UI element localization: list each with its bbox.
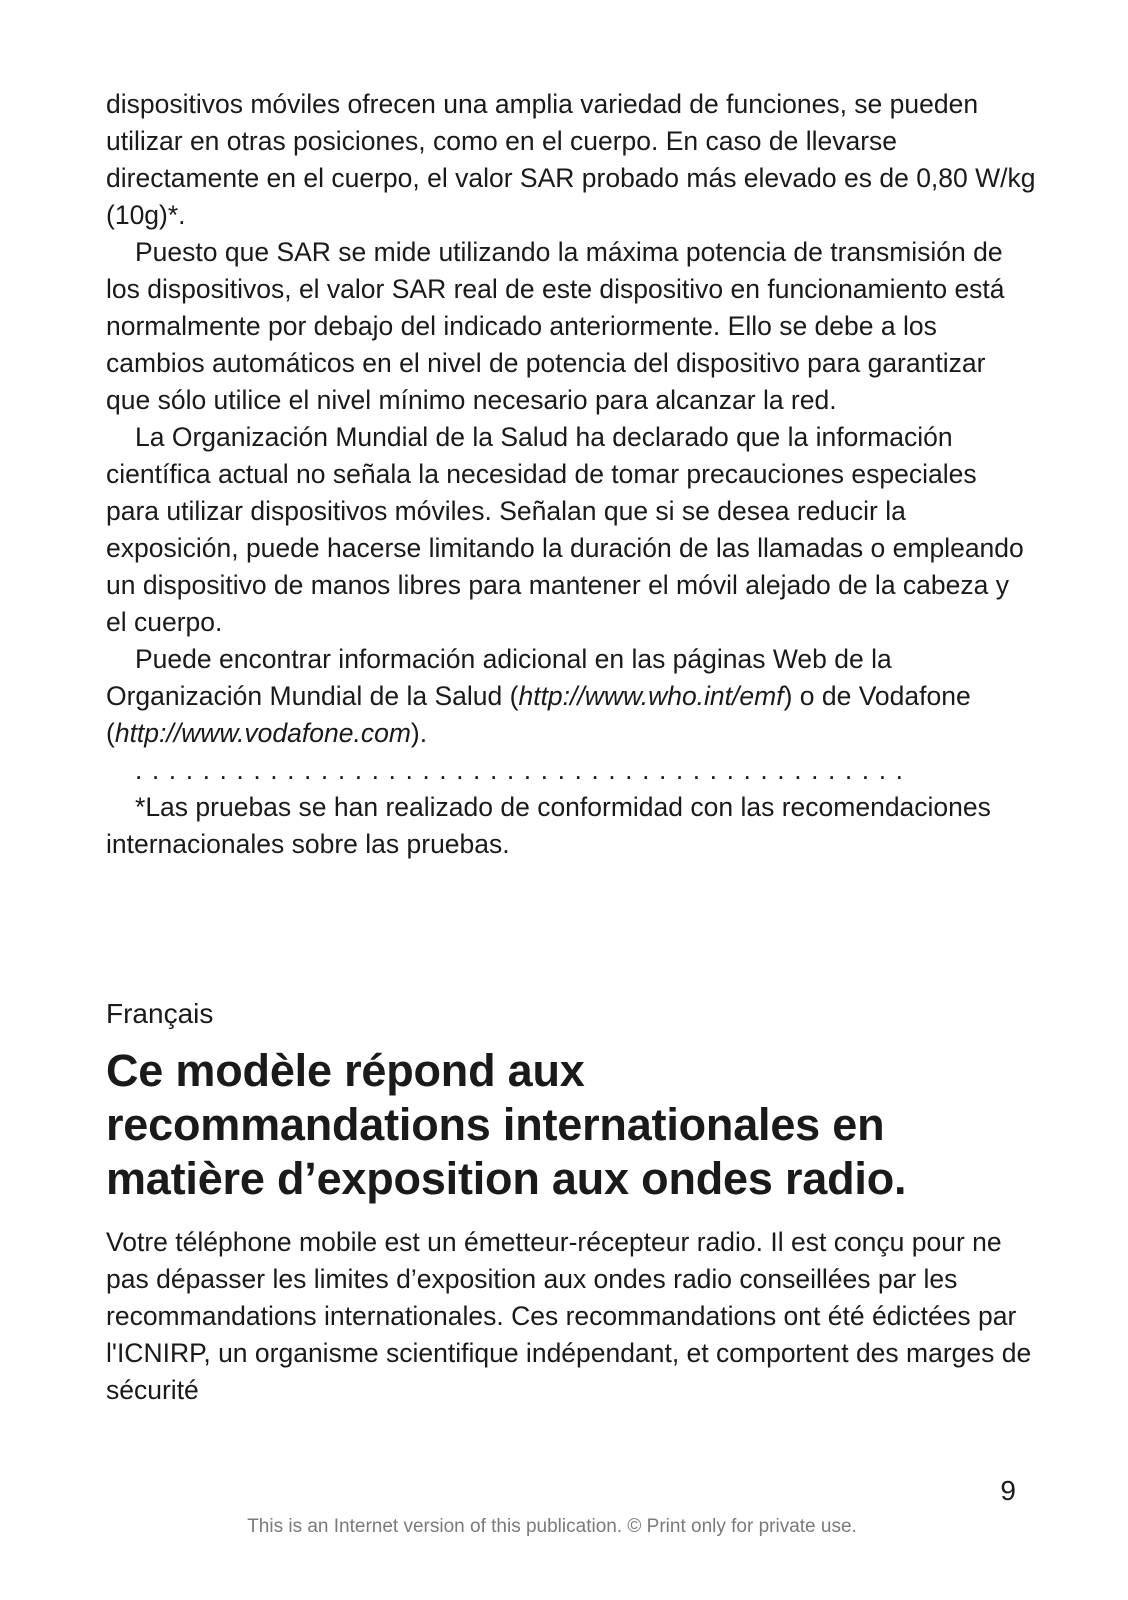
spanish-paragraph-4 [106,641,1036,752]
french-paragraph-1: Votre téléphone mobile est un émetteur-récepteur radio. Il est conçu pour ne pas dépasser les limites d’exposition aux ondes radio conseillées par les recommandations internationales. Ces recommandations ont été édictées par l'ICNIRP, un organisme scientifique indépendant, et comportent des marges de sécurité [106,1227,1032,1405]
page-number: 9 [1000,1475,1016,1506]
who-link[interactable]: http://www.who.int/emf [518,681,784,711]
dotted-separator: .............................................. [135,755,913,785]
spanish-paragraph-4-text-3: ). [410,718,428,748]
french-section [106,1224,1036,1409]
french-heading-line-3: matière d’exposition aux ondes radio. [106,1153,907,1204]
language-label: Français [106,998,214,1029]
spanish-paragraph-4-text-2: ) o de Vodafone ( [106,681,971,748]
footer-note: This is an Internet version of this publication. © Print only for private use. [247,1516,857,1537]
vodafone-link[interactable]: http://www.vodafone.com [114,718,411,748]
spanish-section [106,86,1036,863]
french-heading [106,1044,1036,1206]
french-heading-line-1: Ce modèle répond aux [106,1045,585,1096]
spanish-paragraph-1: dispositivos móviles ofrecen una amplia variedad de funciones, se pueden utilizar en otras posiciones, como en el cuerpo. En caso de llevarse directamente en el cuerpo, el valor SAR probado más elevado es de 0,80 W/kg (10g)*. [106,89,1036,230]
spanish-paragraph-2: Puesto que SAR se mide utilizando la máxima potencia de transmisión de los dispositivos, el valor SAR real de este dispositivo en funcionamiento está normalmente por debajo del indicado anteriormente. Ello se debe a los cambios automáticos en el nivel de potencia del dispositivo para garantizar que sólo utilice el nivel mínimo necesario para alcanzar la red. [106,237,1005,415]
french-heading-line-2: recommandations internationales en [106,1099,885,1150]
spanish-footnote: *Las pruebas se han realizado de conformidad con las recomendaciones internacionales sobre las pruebas. [106,792,991,859]
spanish-paragraph-4-text-1: Puede encontrar información adicional en las páginas Web de la Organización Mundial de la Salud ( [106,644,892,711]
spanish-paragraph-3: La Organización Mundial de la Salud ha declarado que la información científica actual no señala la necesidad de tomar precauciones especiales para utilizar dispositivos móviles. Señalan que si se desea reducir la exposición, puede hacerse limitando la duración de las llamadas o empleando un dispositivo de manos libres para mantener el móvil alejado de la cabeza y el cuerpo. [106,422,1024,637]
